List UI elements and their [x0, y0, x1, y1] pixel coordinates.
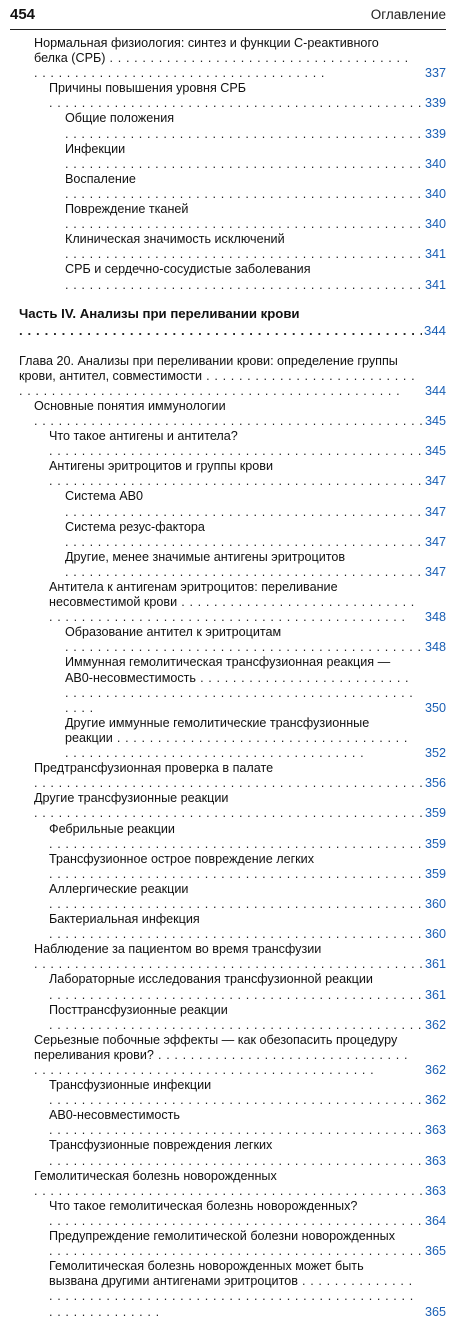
toc-entry[interactable]	[34, 36, 446, 81]
toc-part-heading[interactable]	[19, 305, 446, 339]
toc-entry[interactable]	[65, 550, 446, 580]
toc-entry-leader	[49, 972, 446, 1002]
toc-page-link[interactable]: 362	[424, 1063, 446, 1077]
toc-entry-title: Воспаление	[65, 171, 136, 186]
toc-entry-leader	[65, 625, 446, 655]
toc-entry[interactable]	[49, 972, 446, 1002]
toc-entry-leader	[65, 111, 446, 141]
toc-entry[interactable]	[65, 655, 446, 715]
toc-entry-title: АВ0-несовместимость	[49, 1108, 180, 1123]
toc-entry-title: Трансфузионное острое повреждение легких	[49, 851, 315, 866]
toc-page-link[interactable]: 347	[424, 504, 446, 519]
toc-entry-leader	[49, 1078, 446, 1108]
toc-entry-leader	[49, 81, 446, 111]
toc-entry[interactable]	[49, 1138, 446, 1168]
toc-entry-title: Повреждение тканей	[65, 202, 189, 217]
toc-entry-leader	[65, 520, 446, 550]
section-title: Оглавление	[370, 7, 446, 22]
toc-entry-title: Посттрансфузионные реакции	[49, 1002, 228, 1017]
running-header	[10, 6, 446, 30]
toc-page-link[interactable]: 360	[424, 896, 446, 911]
toc-entry-leader	[49, 1199, 446, 1229]
toc-entry-title: Антигены эритроцитов и группы крови	[49, 459, 274, 474]
toc-entry-leader	[34, 761, 446, 791]
toc-page-link[interactable]: 339	[424, 96, 446, 111]
toc-entry-leader	[49, 1108, 446, 1138]
toc-page-link[interactable]: 359	[424, 836, 446, 851]
toc-entry[interactable]	[49, 1108, 446, 1138]
toc-entry-title: Общие положения	[65, 111, 175, 126]
toc-page-link[interactable]: 352	[424, 746, 446, 761]
toc-entry[interactable]	[65, 172, 446, 202]
toc-entry-title: Антитела к антигенам эритроцитов: переливание несовместимой крови	[49, 580, 338, 610]
toc-entry-leader	[65, 262, 446, 292]
toc-entry-title: СРБ и сердечно-сосудистые заболевания	[65, 262, 311, 277]
toc-entry[interactable]	[49, 459, 446, 489]
toc-entry[interactable]	[34, 761, 446, 791]
toc-page-link[interactable]: 362	[424, 1017, 446, 1032]
toc-entry-title: Предтрансфузионная проверка в палате	[34, 761, 274, 776]
toc-entry-title: Трансфузионные инфекции	[49, 1078, 212, 1093]
toc-entry-leader	[65, 232, 446, 262]
toc-entry-leader	[65, 202, 446, 232]
toc-page-link[interactable]: 363	[424, 1183, 446, 1198]
toc-entry-title: Часть IV. Анализы при переливании крови	[19, 305, 300, 321]
toc-entry[interactable]	[49, 1199, 446, 1229]
toc-entry[interactable]	[49, 81, 446, 111]
toc-page-link[interactable]: 363	[424, 1153, 446, 1168]
toc-page-link[interactable]: 361	[424, 957, 446, 972]
toc-page-link[interactable]: 347	[424, 534, 446, 549]
toc-entry-title: Фебрильные реакции	[49, 821, 175, 836]
toc-page-link[interactable]: 359	[424, 806, 446, 821]
toc-entry-leader	[65, 716, 446, 761]
toc-entry[interactable]	[49, 1229, 446, 1259]
toc-entry-title: Система резус-фактора	[65, 519, 205, 534]
toc-entry[interactable]	[49, 1078, 446, 1108]
toc-page-link[interactable]: 340	[424, 156, 446, 171]
toc-entry-leader	[49, 912, 446, 942]
toc-page-link[interactable]: 348	[424, 610, 446, 625]
toc-page-link[interactable]: 361	[424, 987, 446, 1002]
toc-page-link[interactable]: 341	[424, 247, 446, 262]
toc-entry[interactable]	[65, 142, 446, 172]
toc-entry-leader	[34, 942, 446, 972]
toc-page-link[interactable]: 347	[424, 564, 446, 579]
toc-entry-leader	[34, 1169, 446, 1199]
toc-entry[interactable]	[34, 1033, 446, 1078]
toc-entry[interactable]	[49, 882, 446, 912]
toc-entry[interactable]	[65, 202, 446, 232]
toc-page-link[interactable]: 340	[424, 186, 446, 201]
toc-entry-title: Иммунная гемолитическая трансфузионная реакция — АВ0-несовместимость	[65, 655, 391, 685]
toc-page-link[interactable]: 340	[424, 217, 446, 232]
toc-entry-leader	[65, 655, 446, 715]
toc-page-link[interactable]: 350	[424, 700, 446, 715]
toc-entry[interactable]	[34, 942, 446, 972]
toc-entry-title: Образование антител к эритроцитам	[65, 625, 282, 640]
toc-entry-title: Аллергические реакции	[49, 881, 189, 896]
toc-entry[interactable]	[65, 625, 446, 655]
toc-page-link[interactable]: 345	[424, 444, 446, 459]
toc-entry-leader	[34, 791, 446, 821]
toc-page-link[interactable]: 345	[424, 413, 446, 428]
toc-entry[interactable]	[34, 791, 446, 821]
toc-entry-leader	[49, 580, 446, 625]
toc-entry-leader	[65, 550, 446, 580]
toc-entry-title: Другие иммунные гемолитические трансфузионные реакции	[65, 715, 370, 745]
toc-entry[interactable]	[65, 232, 446, 262]
toc-entry[interactable]	[49, 429, 446, 459]
toc-entry-title: Система АВ0	[65, 489, 144, 504]
toc-entry-title: Основные понятия иммунологии	[34, 398, 226, 413]
toc-entry-leader	[49, 1003, 446, 1033]
toc-entry[interactable]	[65, 489, 446, 519]
toc-page-link[interactable]: 344	[423, 322, 446, 338]
toc-page-link[interactable]: 359	[424, 866, 446, 881]
toc-entry[interactable]	[49, 580, 446, 625]
toc-page-link[interactable]: 339	[424, 126, 446, 141]
toc-entry-title: Причины повышения уровня СРБ	[49, 81, 247, 96]
toc-entry-leader	[49, 882, 446, 912]
toc-entry-leader	[34, 399, 446, 429]
toc-entry-leader	[49, 852, 446, 882]
toc-page-link[interactable]: 360	[424, 927, 446, 942]
toc-page-link[interactable]: 348	[424, 640, 446, 655]
toc-page-link[interactable]: 347	[424, 474, 446, 489]
toc-entry[interactable]	[34, 1169, 446, 1199]
toc-page-link[interactable]: 365	[424, 1304, 446, 1319]
toc-page-link[interactable]: 344	[424, 383, 446, 398]
toc-entry-title: Глава 20. Анализы при переливании крови: определение группы крови, антител, совместимости	[19, 353, 398, 383]
toc-entry-leader	[65, 142, 446, 172]
toc-entry-leader	[65, 489, 446, 519]
page-number: 454	[10, 6, 36, 23]
toc-entry-leader	[49, 1138, 446, 1168]
toc-entry-leader	[49, 459, 446, 489]
toc-entry-title: Гемолитическая болезнь новорожденных может быть вызвана другими антигенами эритроцитов	[49, 1259, 364, 1289]
toc-entry-leader	[49, 429, 446, 459]
toc-entry[interactable]	[65, 716, 446, 761]
toc-page-link[interactable]: 356	[424, 776, 446, 791]
toc-page-link[interactable]: 364	[424, 1213, 446, 1228]
toc-entry-title: Трансфузионные повреждения легких	[49, 1138, 273, 1153]
toc-entry-leader	[49, 1229, 446, 1259]
toc-entry[interactable]	[65, 520, 446, 550]
toc-entry-title: Что такое гемолитическая болезнь новорожденных?	[49, 1198, 358, 1213]
toc-entry-title: Бактериальная инфекция	[49, 912, 200, 927]
toc-entry-leader	[34, 36, 446, 81]
toc-page-link[interactable]: 363	[424, 1123, 446, 1138]
toc-entry-title: Другие, менее значимые антигены эритроцитов	[65, 549, 346, 564]
toc-entry-title: Предупреждение гемолитической болезни новорожденных	[49, 1229, 396, 1244]
toc-entry[interactable]	[49, 852, 446, 882]
header-rule	[10, 29, 446, 30]
toc-entry-leader	[49, 822, 446, 852]
toc-entry-leader	[65, 172, 446, 202]
toc-page-link[interactable]: 362	[424, 1093, 446, 1108]
toc-entry[interactable]	[49, 912, 446, 942]
toc-page-link[interactable]: 337	[424, 66, 446, 81]
toc-entry-leader	[34, 1033, 446, 1078]
toc-page-link[interactable]: 341	[424, 277, 446, 292]
toc-entry-leader	[49, 1259, 446, 1319]
toc-entry[interactable]	[34, 399, 446, 429]
toc-entry[interactable]	[65, 262, 446, 292]
toc-entry-leader	[19, 305, 446, 339]
toc-page-link[interactable]: 365	[424, 1244, 446, 1259]
toc-entry-title: Серьезные побочные эффекты — как обезопасить процедуру переливания крови?	[34, 1032, 398, 1062]
toc-entry-title: Инфекции	[65, 141, 126, 156]
toc-entry[interactable]	[49, 822, 446, 852]
toc-chapter[interactable]	[19, 354, 446, 399]
toc-entry-title: Нормальная физиология: синтез и функции С-реактивного белка (СРБ)	[34, 36, 379, 66]
toc-entry[interactable]	[65, 111, 446, 141]
toc-entry-leader	[19, 354, 446, 399]
toc-entry-title: Гемолитическая болезнь новорожденных	[34, 1168, 277, 1183]
toc-entry-title: Другие трансфузионные реакции	[34, 791, 229, 806]
toc-entry[interactable]	[49, 1259, 446, 1319]
toc-entry[interactable]	[49, 1003, 446, 1033]
toc-entry-title: Наблюдение за пациентом во время трансфузии	[34, 942, 322, 957]
toc-entry-title: Лабораторные исследования трансфузионной реакции	[49, 972, 373, 987]
toc-entry-title: Что такое антигены и антитела?	[49, 429, 238, 444]
table-of-contents	[0, 36, 456, 1320]
toc-entry-title: Клиническая значимость исключений	[65, 232, 285, 247]
